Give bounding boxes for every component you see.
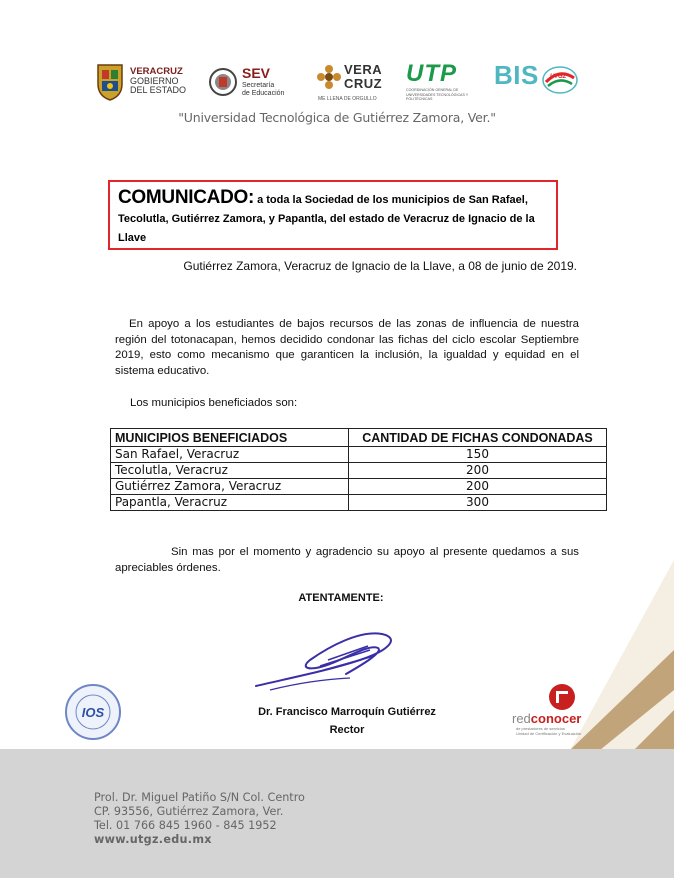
- column-header-fichas: CANTIDAD DE FICHAS CONDONADAS: [349, 429, 607, 447]
- veracruz-logo-line3: DEL ESTADO: [130, 85, 187, 95]
- table-row: [111, 495, 607, 511]
- dateline: Gutiérrez Zamora, Veracruz de Ignacio de la Llave, a 08 de junio de 2019.: [183, 259, 577, 273]
- bis-small-text: UTGZ: [550, 74, 567, 80]
- footer-address-line2: CP. 93556, Gutiérrez Zamora, Ver.: [94, 805, 284, 818]
- veracruz-brand-line1: VERA: [344, 62, 383, 77]
- ios-seal-text: IOS: [81, 705, 105, 720]
- bis-abbr: BIS: [494, 60, 539, 90]
- table-cell-municipio: Gutiérrez Zamora, Veracruz: [111, 479, 349, 495]
- table-header-row: [111, 429, 607, 447]
- redconocer-emblem-icon: [546, 683, 578, 711]
- table-cell-municipio: San Rafael, Veracruz: [111, 447, 349, 463]
- header-logos: [90, 58, 590, 108]
- redconocer-prefix: red: [512, 711, 531, 726]
- veracruz-government-logo: [94, 62, 206, 104]
- table-cell-fichas: 200: [349, 479, 607, 495]
- ios-certification-seal-icon: [64, 683, 122, 741]
- veracruz-brand-tagline: ME LLENA DE ORGULLO: [318, 96, 377, 102]
- column-header-municipio: MUNICIPIOS BENEFICIADOS: [111, 429, 349, 447]
- sev-line1: Secretaría: [242, 82, 275, 89]
- closing-text: ATENTAMENTE:: [298, 592, 384, 604]
- footer-phone: Tel. 01 766 845 1960 - 845 1952: [94, 819, 277, 832]
- redconocer-name: conocer: [530, 711, 582, 726]
- redconocer-logo: [512, 683, 612, 739]
- veracruz-logo-line1: VERACRUZ: [130, 66, 183, 77]
- table-row: [111, 447, 607, 463]
- sev-emblem-icon: [208, 64, 238, 102]
- utp-abbr: UTP: [406, 60, 457, 87]
- table-row: [111, 463, 607, 479]
- footer-contact: [94, 791, 305, 847]
- footer-website: www.utgz.edu.mx: [94, 833, 212, 846]
- notice-body: a toda la Sociedad de los municipios de San Rafael, Tecolutla, Gutiérrez Zamora, y Papantla, del estado de Veracruz de Ignacio de la Llave: [118, 194, 535, 244]
- utgz-emblem-icon: [540, 64, 580, 96]
- signer-name: Dr. Francisco Marroquín Gutiérrez: [258, 706, 436, 718]
- body-paragraph-3: Sin mas por el momento y agradencio su apoyo al presente quedamos a sus apreciables órdenes.: [115, 546, 579, 574]
- notice-box: [108, 180, 558, 250]
- table-cell-municipio: Papantla, Veracruz: [111, 495, 349, 511]
- veracruz-brand-logo: [316, 60, 400, 106]
- body-paragraph-2: Los municipios beneficiados son:: [130, 397, 298, 409]
- coat-of-arms-icon: [94, 62, 126, 102]
- bis-logo: [490, 60, 586, 106]
- sev-line2: de Educación: [242, 90, 285, 97]
- signature-image: [250, 620, 410, 698]
- redconocer-line1: de prestadores de servicios: [516, 726, 565, 731]
- table-cell-fichas: 300: [349, 495, 607, 511]
- signer-role: Rector: [329, 724, 365, 736]
- table-cell-fichas: 150: [349, 447, 607, 463]
- table-cell-municipio: Tecolutla, Veracruz: [111, 463, 349, 479]
- institution-name: "Universidad Tecnológica de Gutiérrez Zamora, Ver.": [178, 110, 496, 125]
- sev-logo: [208, 62, 304, 104]
- veracruz-brand-line2: CRUZ: [344, 76, 383, 91]
- redconocer-wordmark: [512, 711, 581, 726]
- table-row: [111, 479, 607, 495]
- footer-address-line1: Prol. Dr. Miguel Patiño S/N Col. Centro: [94, 791, 305, 804]
- table-cell-fichas: 200: [349, 463, 607, 479]
- beneficiaries-table: [110, 428, 607, 511]
- redconocer-line2: Unidad de Certificación y Evaluación: [516, 731, 582, 736]
- utp-logo: [406, 62, 478, 104]
- flower-emblem-icon: [316, 64, 342, 90]
- utp-caption: COORDINACIÓN GENERAL DE UNIVERSIDADES TECNOLÓGICAS Y POLITÉCNICAS: [406, 88, 469, 101]
- body-paragraph-1: En apoyo a los estudiantes de bajos recursos de las zonas de influencia de nuestra región del totonacapan, hemos decidido condonar las fichas del ciclo escolar Septiembre 2019, esto como mecanismo que garanticen la inclusión, la igualdad y equidad en el sistema educativo.: [115, 318, 579, 377]
- notice-title: COMUNICADO:: [118, 187, 255, 208]
- sev-abbr: SEV: [242, 65, 271, 81]
- veracruz-logo-line2: GOBIERNO: [130, 76, 179, 86]
